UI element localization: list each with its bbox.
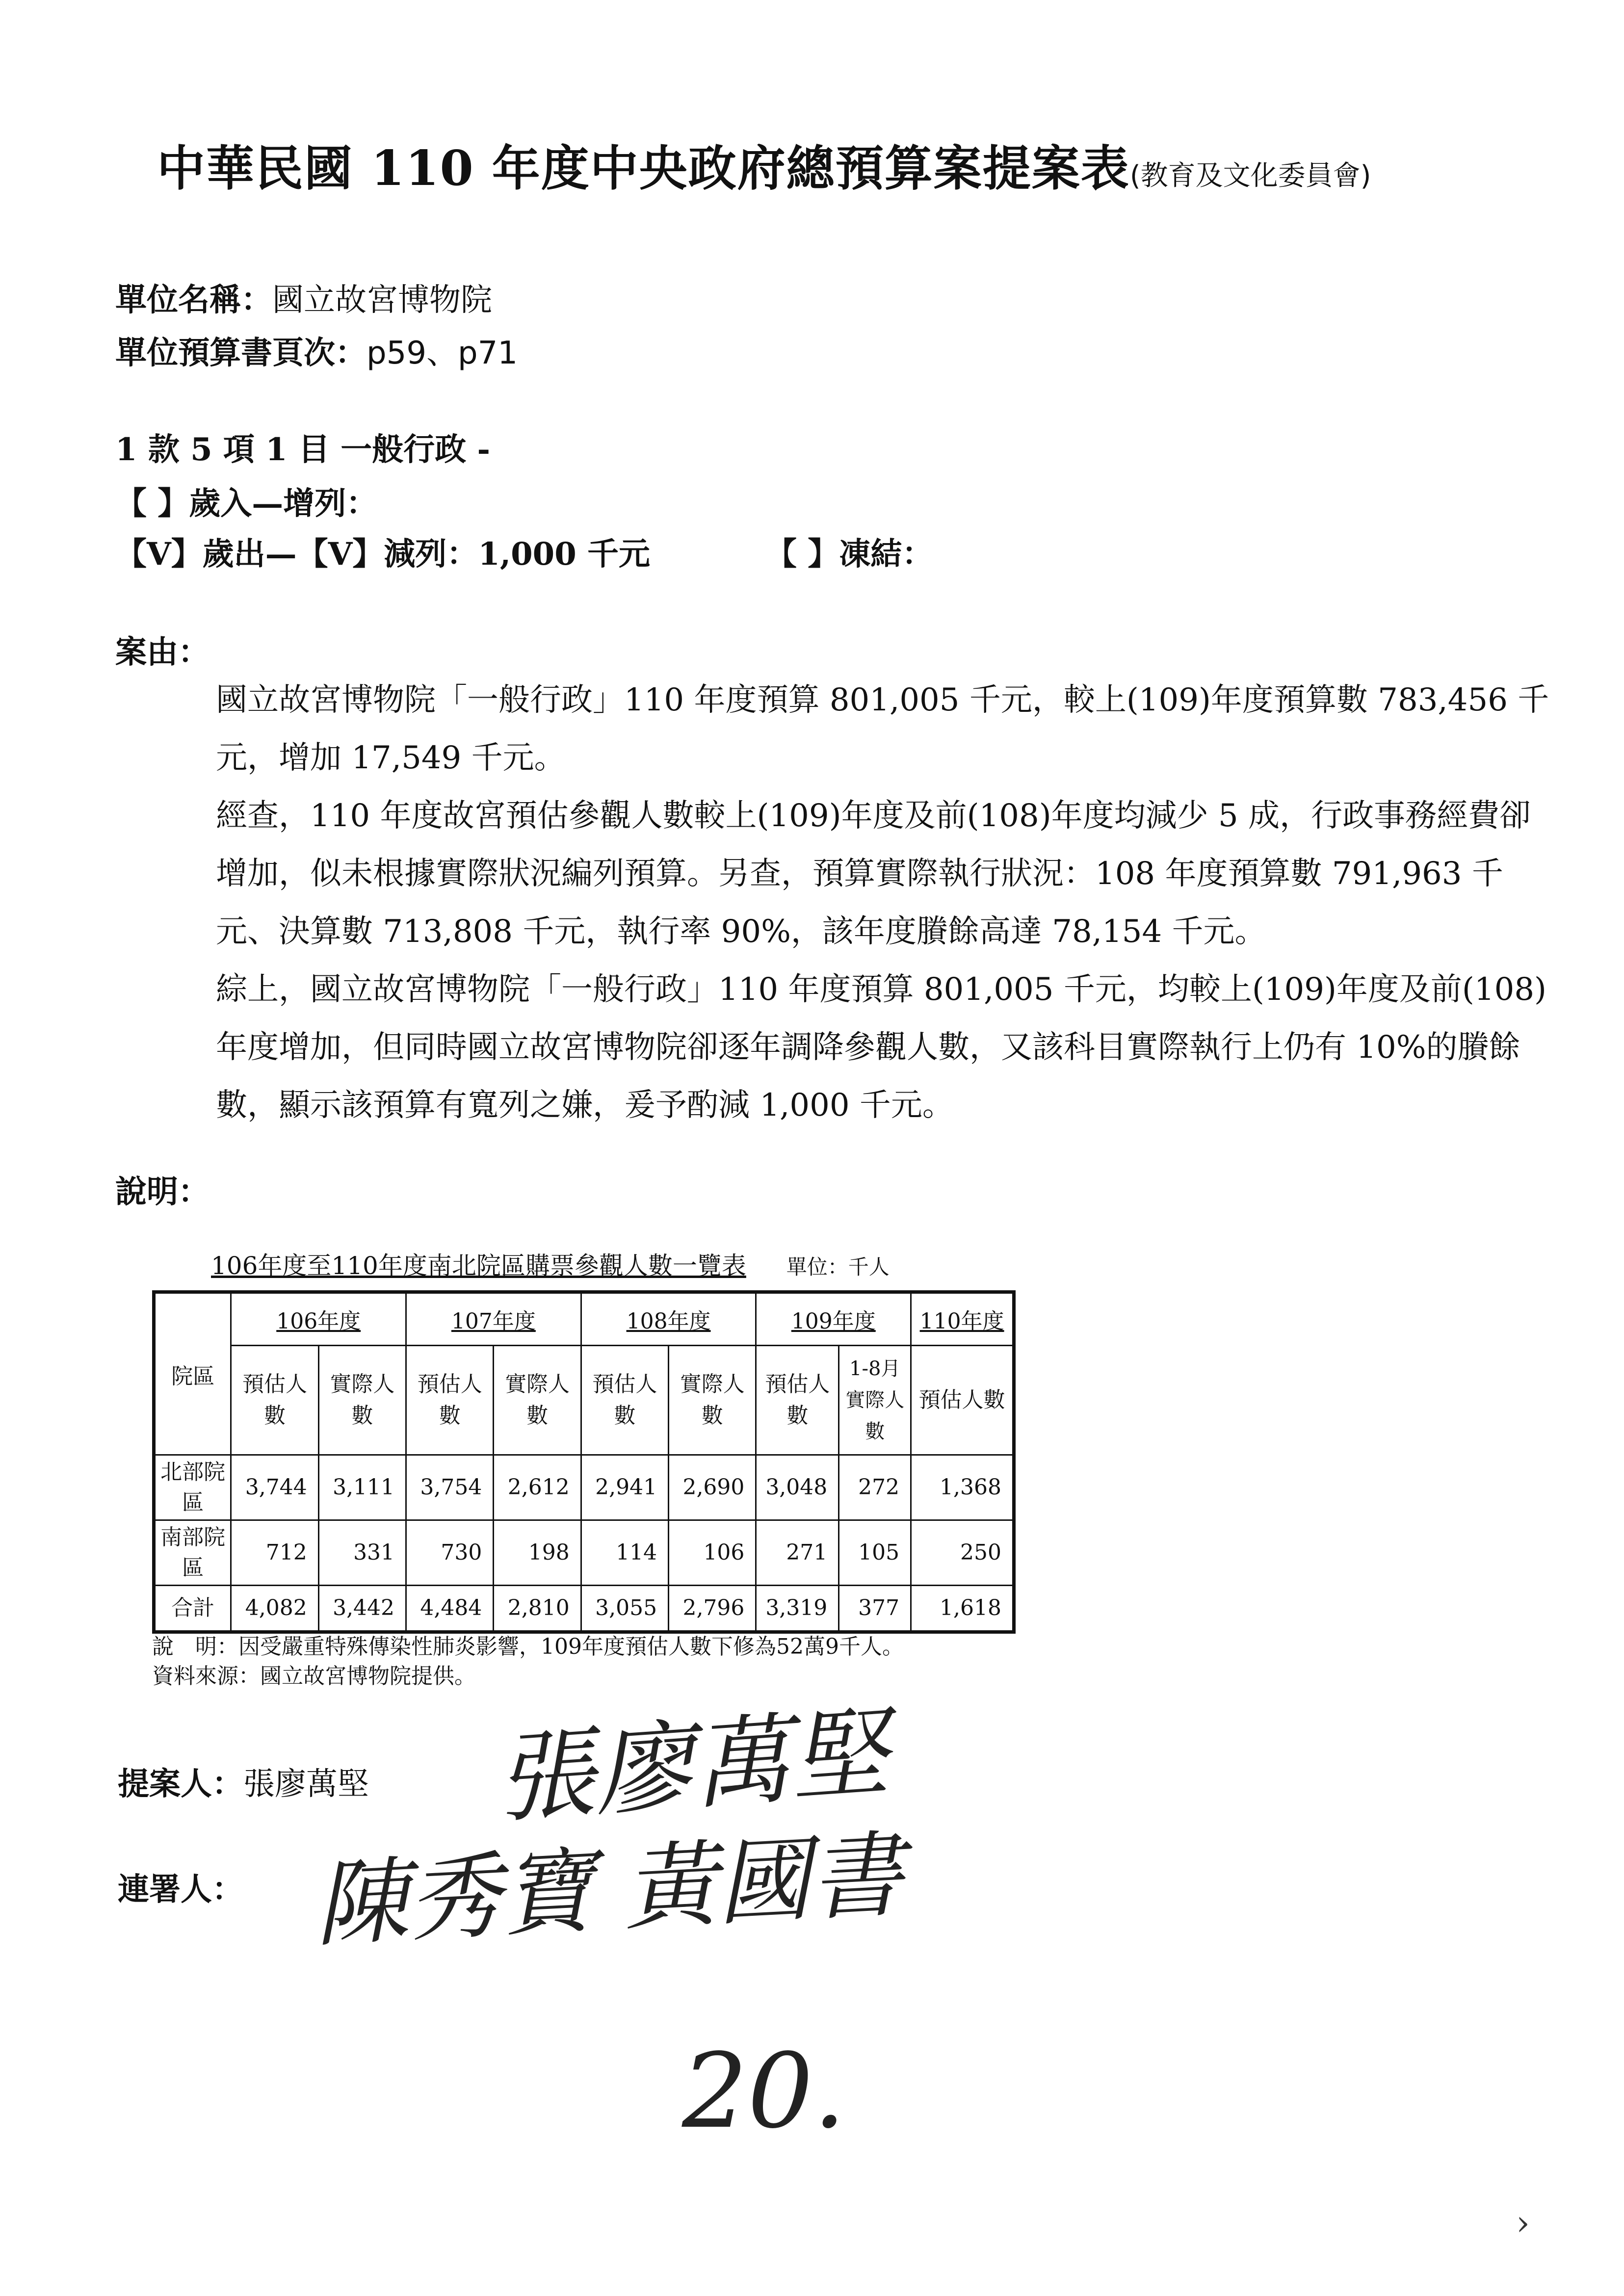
year-header: 109年度 xyxy=(756,1292,911,1346)
table-cell: 4,484 xyxy=(406,1586,494,1632)
table-corner: 院區 xyxy=(154,1292,231,1455)
cosigner-label: 連署人： xyxy=(118,1871,243,1908)
year-header: 106年度 xyxy=(231,1292,406,1346)
unit-name-line xyxy=(115,275,492,320)
sub-header-act: 實際人數 xyxy=(318,1346,406,1455)
table-cell: 3,055 xyxy=(581,1586,668,1632)
table-cell: 272 xyxy=(839,1455,911,1520)
table-note: 說 明：因受嚴重特殊傳染性肺炎影響，109年度預估人數下修為52萬9千人。 xyxy=(152,1634,904,1659)
table-cell: 1,368 xyxy=(911,1455,1014,1520)
table-cell: 1,618 xyxy=(911,1586,1014,1632)
title-main: 中華民國 110 年度中央政府總預算案提案表 xyxy=(157,140,1130,197)
year-header: 110年度 xyxy=(911,1292,1014,1346)
expense-prefix: 【V】歲出—【V】減列： xyxy=(115,536,478,573)
sub-header-est: 預估人數 xyxy=(911,1346,1014,1455)
sub-header-est: 預估人數 xyxy=(756,1346,839,1455)
table-cell: 3,319 xyxy=(756,1586,839,1632)
table-caption: 106年度至110年度南北院區購票參觀人數一覽表 xyxy=(211,1252,746,1280)
sub-header-est: 預估人數 xyxy=(406,1346,494,1455)
visitor-table xyxy=(152,1290,1016,1634)
table-cell: 730 xyxy=(406,1520,494,1586)
table-cell: 331 xyxy=(318,1520,406,1586)
unit-name-value: 國立故宮博物院 xyxy=(272,282,492,318)
table-cell: 2,690 xyxy=(669,1455,756,1520)
table-cell: 271 xyxy=(756,1520,839,1586)
table-cell: 114 xyxy=(581,1520,668,1586)
revenue-line: 【 】歲入—增列： xyxy=(115,485,378,522)
proposer-label: 提案人： xyxy=(118,1766,243,1802)
table-cell: 250 xyxy=(911,1520,1014,1586)
reason-label: 案由： xyxy=(115,634,210,671)
unit-name-label: 單位名稱： xyxy=(115,282,272,318)
table-cell: 3,754 xyxy=(406,1455,494,1520)
table-caption-line xyxy=(211,1246,890,1281)
title-committee: (教育及文化委員會) xyxy=(1129,160,1371,192)
year-header: 108年度 xyxy=(581,1292,756,1346)
table-row xyxy=(154,1346,1014,1455)
table-cell: 3,048 xyxy=(756,1455,839,1520)
row-label: 南部院區 xyxy=(154,1520,231,1586)
proposer-name: 張廖萬堅 xyxy=(243,1766,369,1802)
cosigner-signatures: 陳秀寶 黃國書 xyxy=(312,1820,906,1960)
table-cell: 198 xyxy=(494,1520,581,1586)
sub-header-est: 預估人數 xyxy=(231,1346,318,1455)
table-cell: 2,796 xyxy=(669,1586,756,1632)
budget-page-line xyxy=(115,328,518,373)
budget-page-label: 單位預算書頁次： xyxy=(115,335,367,371)
proposer-line xyxy=(118,1759,369,1804)
reason-body xyxy=(216,671,1550,1134)
table-cell: 2,810 xyxy=(494,1586,581,1632)
table-cell: 106 xyxy=(669,1520,756,1586)
scan-mark: › xyxy=(1516,2203,1530,2243)
reason-paragraph: 綜上，國立故宮博物院「一般行政」110 年度預算 801,005 千元，均較上(109)年度及前(108)年度增加，但同時國立故宮博物院卻逐年調降參觀人數，又該科目實際執行上仍有 10%的賸餘數，顯示該預算有寬列之嫌，爰予酌減 1,000 千元。 xyxy=(216,971,1547,1123)
table-row xyxy=(154,1455,1014,1520)
page-number: 20. xyxy=(682,2031,846,2151)
sub-header-est: 預估人數 xyxy=(581,1346,668,1455)
page-title xyxy=(157,130,1371,199)
expense-line xyxy=(115,529,650,574)
proposer-signature: 張廖萬堅 xyxy=(493,1696,892,1837)
reason-paragraph: 經查，110 年度故宮預估參觀人數較上(109)年度及前(108)年度均減少 5 成，行政事務經費卻增加，似未根據實際狀況編列預算。另查，預算實際執行狀況：108 年度預算數 791,963 千元、決算數 713,808 千元，執行率 90%，該年度賸餘高達 78,154 千元。 xyxy=(216,798,1531,950)
row-label: 合計 xyxy=(154,1586,231,1632)
expense-amount: 1,000 千元 xyxy=(478,536,650,573)
table-unit: 單位：千人 xyxy=(786,1255,890,1279)
table-cell: 2,612 xyxy=(494,1455,581,1520)
sub-header-act: 實際人數 xyxy=(669,1346,756,1455)
table-cell: 4,082 xyxy=(231,1586,318,1632)
table-source: 資料來源：國立故宮博物院提供。 xyxy=(152,1664,476,1689)
table-cell: 2,941 xyxy=(581,1455,668,1520)
budget-page-value: p59、p71 xyxy=(367,335,518,371)
table-cell: 3,744 xyxy=(231,1455,318,1520)
sub-header-partial: 1-8月實際人數 xyxy=(839,1346,911,1455)
freeze-line: 【 】凍結： xyxy=(765,536,934,573)
table-row xyxy=(154,1292,1014,1346)
table-cell: 3,442 xyxy=(318,1586,406,1632)
reason-paragraph: 國立故宮博物院「一般行政」110 年度預算 801,005 千元，較上(109)年度預算數 783,456 千元，增加 17,549 千元。 xyxy=(216,682,1549,776)
table-row xyxy=(154,1520,1014,1586)
table-cell: 377 xyxy=(839,1586,911,1632)
explain-label: 說明： xyxy=(115,1174,210,1210)
year-header: 107年度 xyxy=(406,1292,581,1346)
table-cell: 105 xyxy=(839,1520,911,1586)
table-cell: 712 xyxy=(231,1520,318,1586)
row-label: 北部院區 xyxy=(154,1455,231,1520)
item-line: 1 款 5 項 1 目 一般行政 - xyxy=(115,431,491,468)
sub-header-act: 實際人數 xyxy=(494,1346,581,1455)
table-row xyxy=(154,1586,1014,1632)
table-cell: 3,111 xyxy=(318,1455,406,1520)
